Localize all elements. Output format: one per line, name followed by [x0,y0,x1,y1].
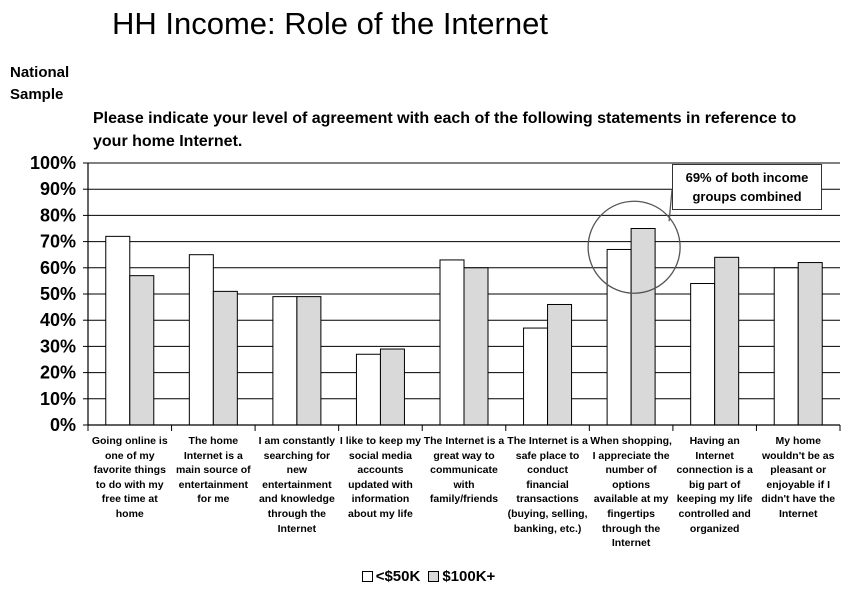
bar-under-50k [774,268,798,425]
bar-100k-plus [631,229,655,426]
bar-under-50k [356,354,380,425]
bar-100k-plus [548,304,572,425]
y-tick-label: 10% [39,388,76,409]
sample-label: National Sample [10,64,70,103]
bar-100k-plus [715,257,739,425]
legend-label-100k-plus: $100K+ [442,568,496,585]
bars [106,229,822,426]
bar-100k-plus [297,297,321,425]
y-tick-label: 90% [39,179,76,200]
y-tick-label: 100% [29,153,76,173]
x-tick-label: I am constantly searching for new entertainment and knowledge through the Internet [258,435,336,535]
x-tick-label: Having an Internet connection is a big part of keeping my life controlled and organized [676,435,753,535]
y-tick-label: 60% [39,257,76,278]
legend-label-under-50k: <$50K [375,568,421,585]
bar-100k-plus [798,263,822,425]
bar-100k-plus [130,276,154,425]
legend-item-under-50k [362,568,421,585]
x-tick-label: The Internet is a great way to communicate with family/friends [423,435,505,506]
y-tick-label: 40% [39,310,76,331]
bar-under-50k [524,328,548,425]
survey-question: Please indicate your level of agreement with each of the following statements in reference to your home Internet. [93,110,797,150]
y-tick-label: 30% [39,336,76,357]
y-tick-label: 50% [39,284,76,304]
bar-100k-plus [464,268,488,425]
bar-100k-plus [380,349,404,425]
bar-under-50k [106,236,130,425]
legend [0,568,857,585]
x-tick-label: When shopping, I appreciate the number of options available at my fingertips through the Internet [590,435,672,550]
legend-swatch-100k-plus [428,571,439,582]
bar-under-50k [189,255,213,425]
bar-under-50k [440,260,464,425]
legend-swatch-under-50k [362,571,373,582]
x-tick-label: I like to keep my social media accounts updated with information about my life [339,435,421,520]
x-tick-label: My home wouldn't be as pleasant or enjoyable if I didn't have the Internet [761,435,836,520]
y-tick-label: 70% [39,231,76,252]
callout-box: 69% of both income groups combined [672,164,822,210]
y-axis-ticks [30,153,88,435]
y-tick-label: 20% [39,362,76,383]
bar-under-50k [607,249,631,425]
bar-under-50k [273,297,297,425]
chart-title: HH Income: Role of the Internet [112,6,548,41]
bar-100k-plus [213,291,237,425]
x-tick-label: Going online is one of my favorite things to do with my free time at home [91,435,168,520]
x-tick-label: The Internet is a safe place to conduct financial transactions (buying, selling, banking, etc.) [507,435,588,535]
y-tick-label: 80% [39,205,76,226]
y-tick-label: 0% [49,415,76,435]
x-tick-label: The home Internet is a main source of entertainment for me [175,435,251,506]
bar-under-50k [691,284,715,425]
legend-item-100k-plus [428,568,495,585]
